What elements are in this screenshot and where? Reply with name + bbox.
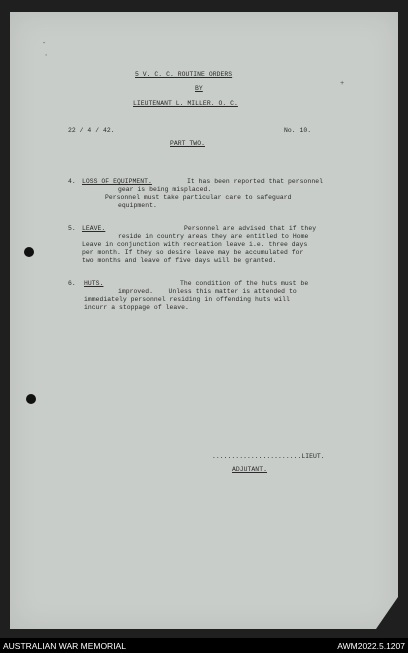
item-heading: LEAVE.	[82, 225, 106, 232]
item-number: 4.	[68, 178, 76, 185]
item-number: 5.	[68, 225, 76, 232]
item-text-line: The condition of the huts must be	[180, 280, 309, 287]
header-title: 5 V. C. C. ROUTINE ORDERS	[135, 71, 233, 78]
signature-title: ADJUTANT.	[232, 466, 267, 473]
stray-mark: -	[42, 40, 47, 48]
order-date: 22 / 4 / 42.	[68, 127, 115, 134]
part-heading: PART TWO.	[170, 140, 205, 147]
page-corner-fold	[376, 597, 398, 629]
archive-footer	[0, 638, 408, 653]
footer-accession-number: AWM2022.5.1207	[337, 641, 405, 651]
item-text-line: Personnel must take particular care to safeguard	[105, 194, 292, 201]
footer-institution: AUSTRALIAN WAR MEMORIAL	[3, 641, 126, 651]
item-text-line: incurr a stoppage of leave.	[84, 304, 189, 311]
header-by: BY	[195, 85, 203, 92]
item-number: 6.	[68, 280, 76, 287]
item-heading: LOSS OF EQUIPMENT.	[82, 178, 152, 185]
stray-mark: +	[340, 80, 345, 88]
item-text-line: Leave in conjunction with recreation leave i.e. three days	[82, 241, 308, 248]
punch-hole	[26, 394, 36, 404]
item-text-line: improved. Unless this matter is attended to	[118, 288, 297, 295]
item-text-line: gear is being misplaced.	[118, 186, 212, 193]
item-text-line: reside in country areas they are entitled to Home	[118, 233, 309, 240]
item-heading: HUTS.	[84, 280, 104, 287]
item-text-line: immediately personnel residing in offending huts will	[84, 296, 290, 303]
item-text-line: equipment.	[118, 202, 157, 209]
item-text-line: Personnel are advised that if they	[184, 225, 317, 232]
order-number: No. 10.	[284, 127, 312, 134]
punch-hole	[24, 247, 34, 257]
signature-line: .......................LIEUT.	[212, 453, 325, 460]
item-text-line: two months and leave of five days will be granted.	[82, 257, 277, 264]
stray-mark: ·	[44, 52, 49, 60]
item-text-line: per month. If they so desire leave may be accumulated for	[82, 249, 304, 256]
item-text-line: It has been reported that personnel	[187, 178, 323, 185]
header-officer: LIEUTENANT L. MILLER. O. C.	[133, 100, 238, 107]
